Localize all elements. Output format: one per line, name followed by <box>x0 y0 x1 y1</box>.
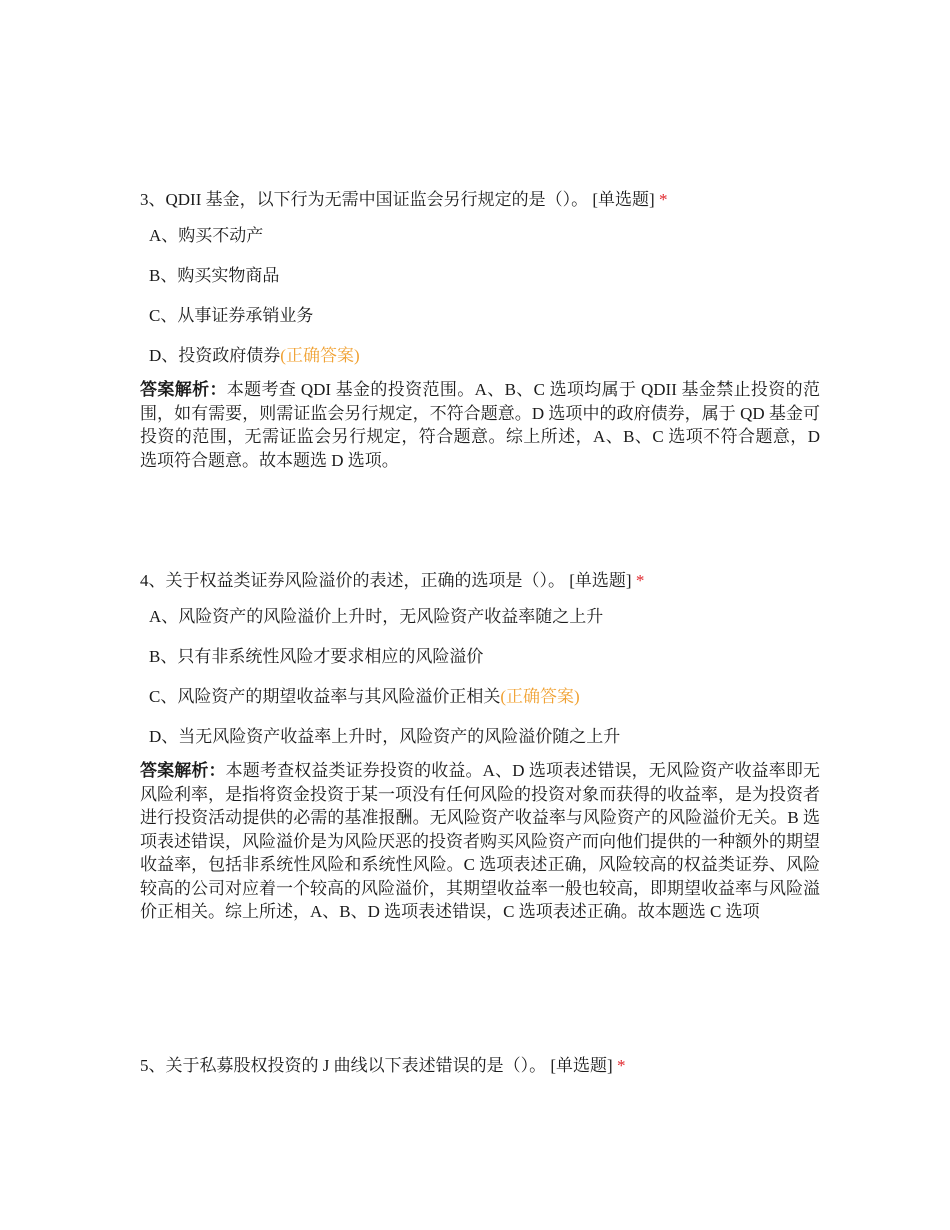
option-list <box>149 224 820 384</box>
option-text: C、风险资产的期望收益率与其风险溢价正相关 <box>149 687 501 706</box>
option-c <box>149 685 820 725</box>
option-list <box>149 605 820 765</box>
option-c <box>149 304 820 344</box>
option-b <box>149 645 820 685</box>
answer-analysis <box>140 759 820 924</box>
correct-answer-tag: (正确答案) <box>280 346 360 365</box>
question-title <box>140 188 820 212</box>
question-5 <box>140 1054 820 1090</box>
answer-analysis <box>140 378 820 472</box>
question-text: 5、关于私募股权投资的 J 曲线以下表述错误的是（）。 <box>140 1056 547 1075</box>
correct-answer-tag: (正确答案) <box>500 687 580 706</box>
analysis-label: 答案解析： <box>140 761 226 780</box>
option-a <box>149 224 820 264</box>
analysis-text: 本题考查 QDI 基金的投资范围。A、B、C 选项均属于 QDII 基金禁止投资的范围，如有需要，则需证监会另行规定，不符合题意。D 选项中的政府债券，属于 QD 基金可投资的范围，无需证监会另行规定，符合题意。综上所述，A、B、C 选项不符合题意，D 选项符合题意。故本题选 D 选项。 <box>140 380 821 470</box>
analysis-text: 本题考查权益类证券投资的收益。A、D 选项表述错误，无风险资产收益率即无风险利率，是指将资金投资于某一项没有任何风险的投资对象而获得的收益率，是为投资者进行投资活动提供的必需的基准报酬。无风险资产收益率与风险资产的风险溢价无关。B 选项表述错误，风险溢价是为风险厌恶的投资者购买风险资产而向他们提供的一种额外的期望收益率，包括非系统性风险和系统性风险。C 选项表述正确，风险较高的权益类证券、风险较高的公司对应着一个较高的风险溢价，其期望收益率一般也较高，即期望收益率与风险溢价正相关。综上所述，A、B、D 选项表述错误，C 选项表述正确。故本题选 C 选项 <box>140 761 820 921</box>
analysis-label: 答案解析： <box>140 380 227 399</box>
required-marker: * <box>616 1056 626 1075</box>
required-marker: * <box>635 571 645 590</box>
option-text: B、购买实物商品 <box>149 266 280 285</box>
question-text: 4、关于权益类证券风险溢价的表述，正确的选项是（）。 <box>140 571 565 590</box>
question-type: [单选题] <box>569 571 632 590</box>
option-b <box>149 264 820 304</box>
option-text: A、风险资产的风险溢价上升时，无风险资产收益率随之上升 <box>149 607 604 626</box>
question-type: [单选题] <box>550 1056 613 1075</box>
option-text: C、从事证券承销业务 <box>149 306 314 325</box>
option-text: D、投资政府债券 <box>149 346 281 365</box>
question-title <box>140 1054 820 1078</box>
question-3 <box>140 188 820 472</box>
option-a <box>149 605 820 645</box>
question-type: [单选题] <box>592 190 655 209</box>
option-text: B、只有非系统性风险才要求相应的风险溢价 <box>149 647 484 666</box>
question-title <box>140 569 820 593</box>
option-text: D、当无风险资产收益率上升时，风险资产的风险溢价随之上升 <box>149 727 621 746</box>
question-4 <box>140 569 820 924</box>
required-marker: * <box>658 190 668 209</box>
question-text: 3、QDII 基金，以下行为无需中国证监会另行规定的是（）。 <box>140 190 589 209</box>
option-text: A、购买不动产 <box>149 226 264 245</box>
